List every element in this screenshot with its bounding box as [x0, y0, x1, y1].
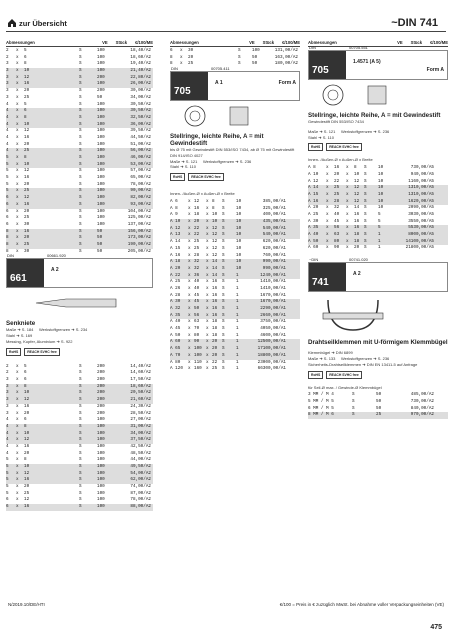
- rohs-badge: RoHS: [308, 143, 323, 151]
- price-table-1: [6, 48, 153, 255]
- table-row: A 20 x 32 x 14 S 10 2090,00/A5: [308, 205, 434, 211]
- table-row: 3 x 10 S 200 20,50/A2: [6, 390, 151, 396]
- table-row: 5 MM / M 5 S 50 730,00/A2: [308, 399, 434, 404]
- table-row: A 30 x 45 x 16 S 5 3550,00/A5: [308, 218, 434, 224]
- reach-badge: REACH SVHC free: [188, 173, 224, 181]
- table-row: 6 x 25 S 100 125,00/A2: [6, 215, 151, 221]
- table-row: A 60 x 90 x 20 S 1 12500,00/A1: [170, 339, 300, 346]
- table-row: A 40 x 63 x 18 S 1 8000,00/A5: [308, 232, 448, 239]
- page-title: ~DIN 741: [391, 17, 438, 29]
- table-row: 8 x 25 S 50 180,00/A2: [170, 61, 298, 67]
- rohs-badge: RoHS: [6, 348, 21, 356]
- table-row: 5 x 10 S 100 49,50/A2: [6, 464, 151, 470]
- product-heading: Stellringe, leichte Reihe, A = mit Gewindestift: [170, 133, 264, 148]
- table-row: 3 x 10 S 100 21,40/A2: [6, 68, 151, 74]
- table-row: 4 x 6 S 100 27,00/A2: [6, 417, 151, 423]
- rohs-badge: RoHS: [308, 371, 323, 379]
- table-row: 8 MM / M 6 S 25 970,00/A2: [308, 412, 448, 419]
- table-row: 6 x 30 S 100 131,00/A2: [170, 48, 298, 53]
- column-1: Abmessungen VE Stück €/100/ME 2 x 5 S 100 18,40/A2 2 x 6 S 100 18,60/A2 3 x 8 S 100 19,40/A2 3 x 10 S 100 21,40/A2 3 x 12 S 200 22,80/A2 3 x 16 S 100 26,00/A2 3 x 20 S 200 30,00/A2 3 x 25 S 50 34,00/A2 4 x 5 S 100 30,50/A2 4 x 6 S 100 30,50/A2 4 x 8 S 100 32,50/A2 4 x 10 S 100 36,00/A2 4 x 12 S 100 39,50/A2 4 x 16 S 100 44,50/A2 4 x 20 S 100 51,00/A2 4 x 25 S 100 56,00/A2 5 x 8 S 100 46,00/A2 5 x 10 S 100 53,00/A2 5 x 12 S 100 57,00/A2 5 x 16 S 100 65,00/A2 5 x 20 S 100 78,00/A2 5 x 25 S 100 90,00/A2 6 x 12 S 100 82,00/A2 6 x 16 S 100 93,00/A2 6 x 20 S 100 104,00/A2 6 x 25 S 100 125,00/A2 6 x 30 S 100 137,00/A2 8 x 16 S 50 156,00/A2 8 x 20 S 50 173,00/A2 8 x 25 S 50 190,00/A2 8 x 30 S 50 205,00/A2 DIN 00661.920 661 A 2 Senkniete Maße ➔ S. 184 Werkstoffgrenzen ➔ S. 234 Stahl ➔ S. 169 Messing, Kupfer, Aluminium ➔ S. 922 RoHS REACH SVHC free 2 x 5 S 200 14,40/A2 2 x 6 S 200 14,60/A2 3 x 6 S 200 17,50/A2 3 x 8 S 200 18,60/A2 3 x 10 S 200 20,50/A2 3 x 12 S 200 21,60/A2 3 x 16 S 200 24,30/A2 3 x 20 S 200 28,50/A2 4 x 6 S 100 27,00/A2 4 x 8 S 100 31,00/A2 4 x 10 S 100 34,00/A2 4 x 12 S 100 37,50/A2 4 x 16 S 100 42,50/A2 4 x 20 S 100 48,50/A2 5 x 8 S 100 44,00/A2 5 x 10 S 100 49,50/A2 5 x 12 S 100 54,00/A2 5 x 16 S 100 62,00/A2 5 x 20 S 100 74,00/A2 5 x 25 S 100 87,00/A2 6 x 12 S 100 78,00/A2 6 x 16 S 100 88,00/A2: [6, 40, 153, 510]
- table-row: A 35 x 56 x 16 S 5 5530,00/A5: [308, 225, 448, 232]
- table-row: 3 x 16 S 200 24,30/A2: [6, 403, 151, 409]
- table-row: A 50 x 80 x 18 S 1 4600,00/A1: [170, 332, 286, 338]
- table-row: 5 x 20 S 100 78,00/A2: [6, 181, 151, 187]
- table-row: A 16 x 28 x 12 S 10 760,00/A1: [170, 252, 286, 258]
- price-table-4: [170, 199, 300, 373]
- table-row: 8 x 16 S 50 156,00/A2: [6, 228, 151, 234]
- ring-drawing: [170, 104, 300, 129]
- table-row: 6 x 12 S 100 82,00/A2: [6, 195, 151, 201]
- table-row: A 45 x 70 x 18 S 1 4050,00/A1: [170, 326, 286, 332]
- table-row: 4 x 20 S 100 51,00/A2: [6, 141, 151, 147]
- rivet-drawing: [6, 291, 153, 316]
- table-row: A 30 x 45 x 16 S 1 1670,00/A1: [170, 299, 300, 306]
- table-row: 5 x 25 S 100 87,00/A2: [6, 490, 151, 496]
- header-divider: [6, 31, 446, 32]
- table-row: 4 x 16 S 100 42,50/A2: [6, 443, 151, 449]
- table-header: Abmessungen VE Stück €/100/ME: [6, 40, 153, 45]
- table-row: 3 x 6 S 200 17,50/A2: [6, 377, 151, 383]
- table-row: 4 x 12 S 100 39,50/A2: [6, 128, 151, 134]
- table-row: A 60 x 90 x 20 S 1 21800,00/A5: [308, 245, 434, 251]
- table-row: 6 MM / M 5 S 50 840,00/A2: [308, 405, 434, 411]
- table-row: A 40 x 63 x 18 S 1 3750,00/A1: [170, 319, 286, 325]
- back-label: zur Übersicht: [19, 18, 67, 28]
- table-row: A 65 x 100 x 20 S 1 17100,00/A1: [170, 346, 300, 353]
- footer: N/2019.10/DE/HTI €/100 = Preis in € zuzüglich MwSt. bei Abnahme voller Verpackungseinheiten (VE): [8, 602, 444, 607]
- table-row: 2 x 6 S 100 18,60/A2: [6, 54, 151, 60]
- table-row: A 14 x 25 x 12 S 10 620,00/A1: [170, 239, 286, 245]
- table-row: 3 x 20 S 200 28,50/A2: [6, 410, 151, 416]
- table-row: 3 x 12 S 200 22,80/A2: [6, 74, 151, 80]
- table-row: A 25 x 40 x 16 S 1 1410,00/A1: [170, 279, 286, 285]
- product-heading: Senkniete: [6, 320, 36, 328]
- table-row: A 15 x 25 x 12 S 10 1310,00/A5: [308, 192, 448, 199]
- table-row: 4 x 20 S 100 48,50/A2: [6, 450, 151, 456]
- table-row: 2 x 6 S 200 14,60/A2: [6, 370, 151, 376]
- product-number: 741: [309, 263, 346, 291]
- table-row: A 16 x 28 x 12 S 10 1620,00/A5: [308, 199, 448, 206]
- reach-badge: REACH SVHC free: [326, 143, 362, 151]
- table-row: A 50 x 80 x 18 S 1 14100,00/A5: [308, 239, 448, 246]
- table-row: A 12 x 22 x 12 S 10 1160,00/A5: [308, 178, 434, 184]
- table-row: 6 x 30 S 100 137,00/A2: [6, 221, 151, 227]
- table-row: 5 x 8 S 100 44,00/A2: [6, 457, 151, 463]
- product-heading: Drahtseilklemmen mit U-förmigem Klemmbügel: [308, 339, 448, 347]
- rohs-badge: RoHS: [170, 173, 185, 181]
- price-table-6: [308, 392, 448, 419]
- table-row: A 32 x 50 x 16 S 1 2290,00/A1: [170, 306, 300, 313]
- reach-badge: REACH SVHC free: [326, 371, 362, 379]
- table-row: A 28 x 45 x 16 S 1 1670,00/A1: [170, 292, 286, 298]
- table-row: 3 x 8 S 200 18,60/A2: [6, 383, 151, 389]
- table-row: A 13 x 22 x 12 S 10 540,00/A1: [170, 232, 300, 239]
- table-row: A 35 x 56 x 16 S 1 2660,00/A1: [170, 313, 300, 320]
- table-row: A 8 x 16 x 8 S 10 325,00/A1: [170, 205, 286, 211]
- table-row: 4 x 8 S 100 31,00/A2: [6, 423, 151, 429]
- table-row: 6 x 16 S 100 93,00/A2: [6, 201, 151, 207]
- product-number: 705: [171, 72, 208, 100]
- table-row: 3 x 16 S 100 26,00/A2: [6, 81, 151, 87]
- table-header: Abmessungen VE Stück €/100/ME: [170, 40, 300, 45]
- table-row: 5 x 16 S 100 65,00/A2: [6, 175, 151, 181]
- page-header: [0, 0, 452, 32]
- table-header: Abmessungen VE Stück €/100/ME: [308, 40, 448, 45]
- back-to-overview-link[interactable]: [7, 18, 67, 28]
- product-number: 705: [309, 51, 346, 79]
- table-row: 4 x 25 S 100 56,00/A2: [6, 148, 151, 154]
- column-3: Abmessungen VE Stück €/100/ME DIN 00705.551 705 1.4571 (A 5) Form A Stellringe, leichte Reihe, A = mit Gewindestift Gewindestift DIN 553/ISO 7434 Maße ➔ S. 121 Werkstoffgrenzen ➔ S. 236 Stahl ➔ S. 110 RoHS REACH SVHC free Innen- /Außen-Ø x Außen-Ø x Breite A 8 x 16 x 8 S 10 730,00/A5 A 10 x 20 x 10 S 10 940,00/A5 A 12 x 22 x 12 S 10 1160,00/A5 A 14 x 25 x 12 S 10 1310,00/A5 A 15 x 25 x 12 S 10 1310,00/A5 A 16 x 28 x 12 S 10 1620,00/A5 A 20 x 32 x 14 S 10 2090,00/A5 A 25 x 40 x 16 S 5 3030,00/A5 A 30 x 45 x 16 S 5 3550,00/A5 A 35 x 56 x 16 S 5 5530,00/A5 A 40 x 63 x 18 S 1 8000,00/A5 A 50 x 80 x 18 S 1 14100,00/A5 A 60 x 90 x 20 S 1 21800,00/A5 ~DIN 00741.020 741 A 2 Drahtseilklemmen mit U-förmigem Klemmbügel Klemmbügel ➔ DIN 6899 Maße ➔ S. 133 Werkstoffgrenzen ➔ S. 236 Sicherheits-Drahtseilklemmen ➔ DIN EN 13411-5 auf Anfrage RoHS REACH SVHC free für Seil-Ø max. / Gewinde-Ø Klemmbügel 3 MM / M 4 S 50 485,00/A2 5 MM / M 5 S 50 730,00/A2 6 MM / M 5 S 50 840,00/A2 8 MM / M 6 S 25 970,00/A2: [308, 40, 448, 418]
- table-row: A 9 x 18 x 10 S 10 400,00/A1: [170, 212, 286, 218]
- table-row: A 14 x 25 x 12 S 10 1310,00/A5: [308, 185, 448, 192]
- table-row: 3 x 25 S 50 34,00/A2: [6, 94, 151, 100]
- table-row: A 10 x 20 x 10 S 10 940,00/A5: [308, 171, 434, 177]
- table-row: 5 x 8 S 100 46,00/A2: [6, 155, 151, 160]
- product-heading: Stellringe, leichte Reihe, A = mit Gewindestift: [308, 112, 441, 119]
- table-row: 3 MM / M 4 S 50 485,00/A2: [308, 392, 434, 398]
- price-table-3: [170, 48, 300, 68]
- table-row: A 18 x 32 x 14 S 10 990,00/A1: [170, 259, 300, 266]
- table-row: 4 x 16 S 100 44,50/A2: [6, 134, 151, 140]
- table-row: 8 x 20 S 50 163,00/A2: [170, 54, 298, 60]
- table-row: 5 x 20 S 100 74,00/A2: [6, 484, 151, 490]
- table-row: A 70 x 100 x 20 S 1 18800,00/A1: [170, 353, 300, 360]
- product-number: 661: [7, 259, 44, 287]
- product-box-705-a5: DIN 00705.551 705 1.4571 (A 5) Form A: [308, 50, 448, 80]
- reach-badge: REACH SVHC free: [24, 348, 60, 356]
- page-number: 475: [430, 624, 442, 631]
- table-row: 6 x 20 S 100 104,00/A2: [6, 208, 151, 214]
- table-row: A 22 x 36 x 14 S 1 1240,00/A1: [170, 273, 300, 280]
- table-row: 3 x 20 S 200 30,00/A2: [6, 88, 151, 94]
- table-row: 4 x 12 S 100 37,50/A2: [6, 437, 151, 443]
- table-row: A 26 x 40 x 16 S 1 1410,00/A1: [170, 285, 286, 291]
- table-row: 2 x 5 S 200 14,40/A2: [6, 363, 151, 369]
- table-row: 5 x 16 S 100 62,00/A2: [6, 477, 151, 483]
- table-row: 5 x 12 S 100 54,00/A2: [6, 470, 151, 476]
- table-row: A 80 x 110 x 22 S 1 23000,00/A1: [170, 359, 286, 365]
- table-row: 3 x 12 S 200 21,60/A2: [6, 397, 151, 403]
- table-row: 2 x 5 S 100 18,40/A2: [6, 48, 151, 53]
- table-row: A 120 x 160 x 25 S 1 66300,00/A1: [170, 366, 286, 372]
- table-row: A 10 x 20 x 10 S 10 435,00/A1: [170, 219, 300, 226]
- table-row: 5 x 10 S 100 53,00/A2: [6, 161, 151, 167]
- column-2: Abmessungen VE Stück €/100/ME 6 x 30 S 100 131,00/A2 8 x 20 S 50 163,00/A2 8 x 25 S 50 180,00/A2 DIN 00705.411 705 A 1 Form A Stellringe, leichte Reihe, A = mit Gewindestift bis Ø 75 mit Gewindestift DIN 553/ISO 7434, ab Ø 75 mit Gewindestift DIN 914/ISO 4027 Maße ➔ S. 121 Werkstoffgrenzen ➔ S. 236 Stahl ➔ S. 110 RoHS REACH SVHC free Innen- /Außen-Ø x Außen-Ø x Breite A 6 x 12 x 8 S 10 385,00/A1 A 8 x 16 x 8 S 10 325,00/A1 A 9 x 18 x 10 S 10 400,00/A1 A 10 x 20 x 10 S 10 435,00/A1 A 12 x 22 x 12 S 10 540,00/A1 A 13 x 22 x 12 S 10 540,00/A1 A 14 x 25 x 12 S 10 620,00/A1 A 15 x 25 x 12 S 10 620,00/A1 A 16 x 28 x 12 S 10 760,00/A1 A 18 x 32 x 14 S 10 990,00/A1 A 20 x 32 x 14 S 10 990,00/A1 A 22 x 36 x 14 S 1 1240,00/A1 A 25 x 40 x 16 S 1 1410,00/A1 A 26 x 40 x 16 S 1 1410,00/A1 A 28 x 45 x 16 S 1 1670,00/A1 A 30 x 45 x 16 S 1 1670,00/A1 A 32 x 50 x 16 S 1 2290,00/A1 A 35 x 56 x 16 S 1 2660,00/A1 A 40 x 63 x 18 S 1 3750,00/A1 A 45 x 70 x 18 S 1 4050,00/A1 A 50 x 80 x 18 S 1 4600,00/A1 A 60 x 90 x 20 S 1 12500,00/A1 A 65 x 100 x 20 S 1 17100,00/A1 A 70 x 100 x 20 S 1 18800,00/A1 A 80 x 110 x 22 S 1 23000,00/A1 A 120 x 160 x 25 S 1 66300,00/A1: [170, 40, 300, 372]
- table-row: 3 x 8 S 100 19,40/A2: [6, 61, 151, 67]
- table-row: 8 x 20 S 50 173,00/A2: [6, 235, 151, 241]
- table-row: A 25 x 40 x 16 S 5 3030,00/A5: [308, 212, 434, 217]
- table-row: 4 x 10 S 100 34,00/A2: [6, 430, 151, 436]
- product-box-741: ~DIN 00741.020 741 A 2: [308, 262, 448, 292]
- table-row: A 6 x 12 x 8 S 10 385,00/A1: [170, 199, 286, 205]
- table-row: 4 x 10 S 100 36,00/A2: [6, 121, 151, 127]
- table-row: 6 x 16 S 100 88,00/A2: [6, 504, 151, 510]
- table-row: 5 x 25 S 100 90,00/A2: [6, 188, 151, 194]
- clamp-drawing: [308, 295, 448, 335]
- price-table-2: [6, 364, 153, 511]
- table-row: A 8 x 16 x 8 S 10 730,00/A5: [308, 165, 434, 171]
- table-row: A 20 x 32 x 14 S 10 990,00/A1: [170, 266, 300, 273]
- product-box-705: DIN 00705.411 705 A 1 Form A: [170, 71, 300, 101]
- table-row: 8 x 30 S 50 205,00/A2: [6, 248, 151, 254]
- table-row: 4 x 6 S 100 30,50/A2: [6, 108, 151, 114]
- table-row: 4 x 5 S 100 30,50/A2: [6, 101, 151, 107]
- table-row: 6 x 12 S 100 78,00/A2: [6, 497, 151, 503]
- table-row: A 15 x 25 x 12 S 10 620,00/A1: [170, 245, 286, 251]
- table-row: 4 x 8 S 100 32,50/A2: [6, 114, 151, 120]
- home-icon: [7, 18, 17, 28]
- price-table-5: [308, 165, 448, 252]
- table-row: 5 x 12 S 100 57,00/A2: [6, 168, 151, 174]
- table-row: 8 x 25 S 50 190,00/A2: [6, 241, 151, 247]
- table-row: A 12 x 22 x 12 S 10 540,00/A1: [170, 226, 300, 233]
- ring-drawing: [308, 83, 448, 108]
- product-box-661: DIN 00661.920 661 A 2: [6, 258, 153, 288]
